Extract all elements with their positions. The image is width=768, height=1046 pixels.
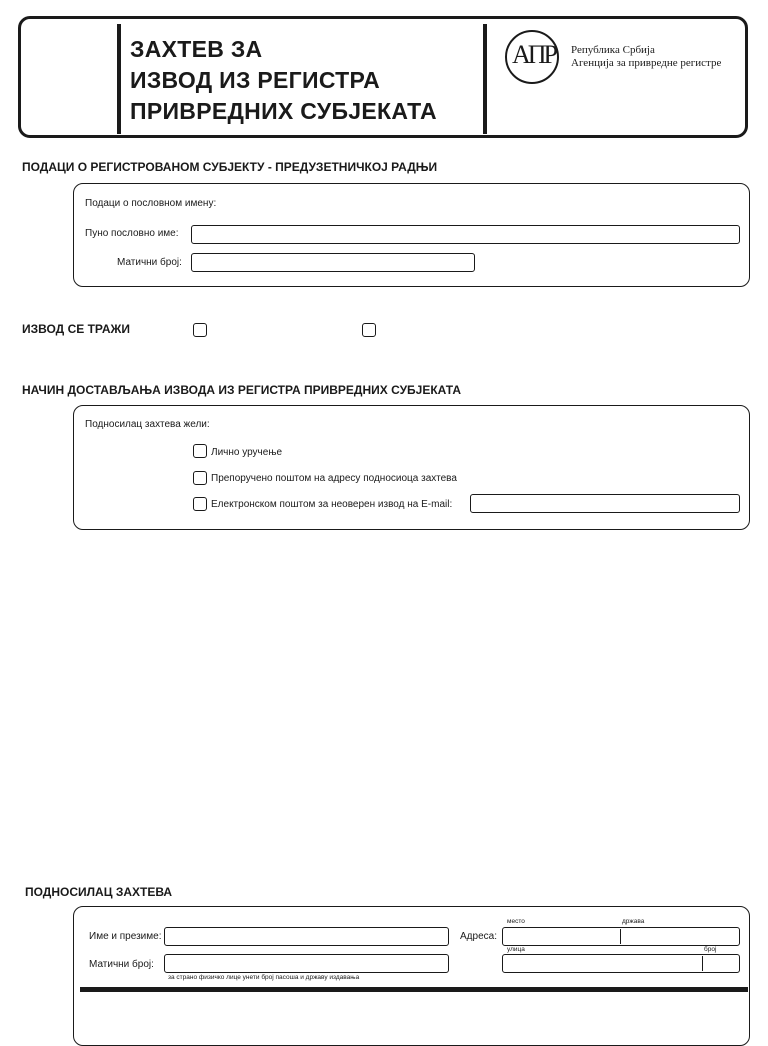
place-caption: место <box>507 918 525 925</box>
applicant-title: ПОДНОСИЛАЦ ЗАХТЕВА <box>25 885 173 899</box>
extract-option-2-checkbox[interactable] <box>362 323 376 337</box>
email-delivery-checkbox[interactable] <box>193 497 207 511</box>
extract-requested-title: ИЗВОД СЕ ТРАЖИ <box>22 322 130 336</box>
form-title-line-2: ИЗВОД ИЗ РЕГИСТРА <box>130 67 381 93</box>
applicant-wishes-subtitle: Подносилац захтева жели: <box>85 419 210 430</box>
foreign-person-note: за страно физичко лице унети број пасоша и државу издавања <box>168 974 360 981</box>
section-separator <box>80 987 748 992</box>
form-title-line-3: ПРИВРЕДНИХ СУБЈЕКАТА <box>130 98 437 124</box>
full-business-name-input[interactable] <box>191 225 740 244</box>
header-divider-right <box>483 24 487 134</box>
email-delivery-label: Електронском поштом за неоверен извод на E-mail: <box>211 499 453 510</box>
apr-logo-glyph: АПР <box>512 40 556 69</box>
business-name-subtitle: Подаци о пословном имену: <box>85 198 217 209</box>
form-title-line-1: ЗАХТЕВ ЗА <box>130 36 263 62</box>
logo-line-1: Република Србија <box>571 44 655 56</box>
reg-number-label: Матични број: <box>117 257 182 268</box>
applicant-reg-number-input[interactable] <box>164 954 449 973</box>
email-input[interactable] <box>470 494 740 513</box>
applicant-reg-number-label: Матични број: <box>89 959 154 970</box>
logo-line-2: Агенција за привредне регистре <box>571 57 722 69</box>
country-caption: држава <box>622 918 645 925</box>
personal-delivery-label: Лично уручење <box>211 447 283 458</box>
registered-mail-label: Препоручено поштом на адресу подносиоца захтева <box>211 473 457 484</box>
section-registered-entity-title: ПОДАЦИ О РЕГИСТРОВАНОМ СУБЈЕКТУ - ПРЕДУЗЕТНИЧКОЈ РАДЊИ <box>22 160 438 174</box>
header-divider-left <box>117 24 121 134</box>
registered-mail-checkbox[interactable] <box>193 471 207 485</box>
registration-number-input[interactable] <box>191 253 475 272</box>
place-country-input[interactable] <box>502 927 740 946</box>
delivery-method-title: НАЧИН ДОСТАВЉАЊА ИЗВОДА ИЗ РЕГИСТРА ПРИВРЕДНИХ СУБЈЕКАТА <box>22 383 461 397</box>
street-caption: улица <box>507 946 525 953</box>
applicant-name-label: Име и презиме: <box>89 931 162 942</box>
number-caption: број <box>704 946 717 953</box>
place-country-divider <box>620 929 621 944</box>
personal-delivery-checkbox[interactable] <box>193 444 207 458</box>
extract-option-1-checkbox[interactable] <box>193 323 207 337</box>
applicant-name-input[interactable] <box>164 927 449 946</box>
street-number-divider <box>702 956 703 971</box>
street-number-input[interactable] <box>502 954 740 973</box>
address-label: Адреса: <box>460 931 497 942</box>
full-name-label: Пуно пословно име: <box>85 228 179 239</box>
